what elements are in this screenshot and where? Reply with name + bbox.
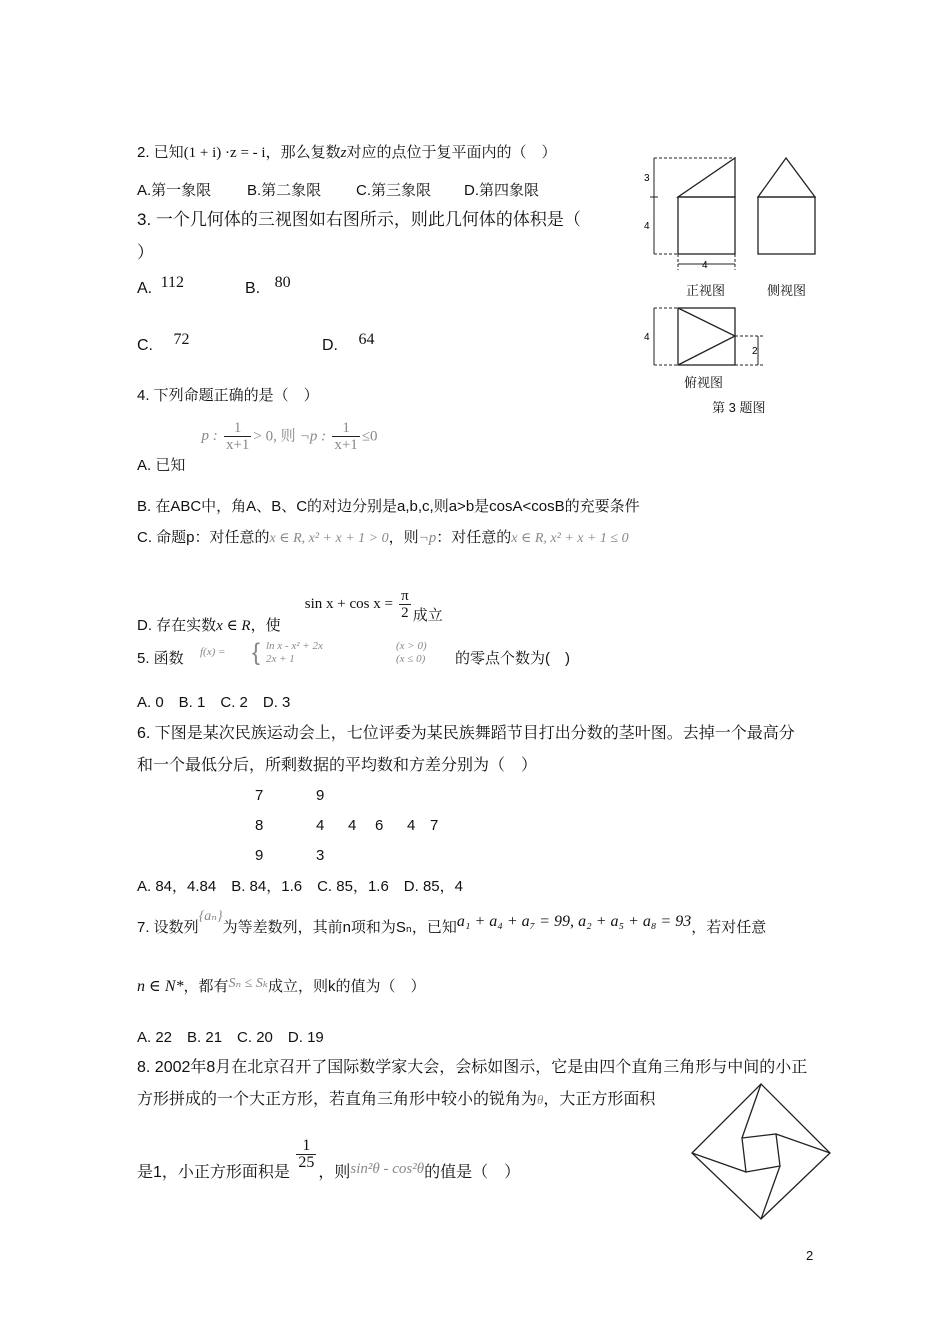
q2-option-d: D.第四象限	[464, 182, 540, 199]
q3-option-a	[137, 274, 184, 299]
q3-stem-end: ）	[137, 243, 154, 262]
dim-top-view-height: 4	[644, 332, 650, 343]
leaf-8-3: 6	[375, 817, 384, 834]
front-view-square	[678, 197, 735, 254]
q3-stem: 3. 一个几何体的三视图如右图所示，则此几何体的体积是（	[137, 210, 581, 229]
q7-suffix: ，若对任意	[691, 919, 767, 936]
front-view-triangle	[678, 158, 735, 197]
q8-line2-b: ，大正方形面积	[543, 1091, 656, 1108]
inner-line-2	[776, 1134, 830, 1153]
q8-num: 1	[296, 1138, 316, 1155]
top-view-label: 俯视图	[684, 375, 724, 390]
q4-option-a	[137, 420, 378, 475]
q8-frac	[296, 1138, 316, 1171]
q4-a-frac2	[332, 420, 359, 453]
front-view-label: 正视图	[686, 283, 726, 298]
q3-option-b-label: B.	[245, 280, 261, 297]
q6-stem-line2: 和一个最低分后，所剩数据的平均数和方差分别为（ ）	[137, 757, 538, 774]
q7-eq2: a₂ + a₅ + a₈ = 93	[578, 913, 692, 930]
q3-option-c-label: C.	[137, 337, 153, 354]
q4-a-p: p :	[201, 428, 218, 445]
q5-f: f(x) =	[200, 646, 226, 658]
q7-options: A. 22 B. 21 C. 20 D. 19	[137, 1029, 324, 1046]
leaf-9-1: 3	[316, 847, 325, 864]
dimension-lines	[654, 158, 765, 365]
q4-d-den: 2	[401, 605, 409, 621]
leaf-8-4: 4	[407, 817, 416, 834]
q4-a-np: ¬p :	[299, 428, 327, 445]
figure-caption: 第 3 题图	[712, 400, 766, 415]
q3-option-b	[245, 274, 291, 299]
q3-option-b-value: 80	[274, 274, 291, 291]
dim-top-view-small: 2	[752, 346, 758, 357]
q4-option-b: B. 在ABC中，角A、B、C的对边分别是a,b,c,则a>b是cosA<cosB的充要条件	[137, 498, 640, 515]
q3-option-a-value: 112	[160, 274, 184, 291]
dim-front-height: 4	[644, 221, 650, 232]
q5-case2: 2x + 1	[266, 653, 295, 665]
q3-option-d-value: 64	[358, 331, 375, 348]
top-view-square	[678, 308, 735, 365]
q2-option-b: B.第二象限	[247, 182, 322, 199]
q2-mid: ，那么复数	[265, 144, 341, 161]
q4-c-mid2: ：对任意的	[436, 529, 512, 546]
leaf-8-1: 4	[316, 817, 325, 834]
q2-prefix: 2. 已知	[137, 144, 184, 161]
q4-c-mid: ，则	[388, 529, 419, 546]
inner-line-4	[692, 1153, 746, 1172]
side-view-label: 侧视图	[767, 283, 807, 298]
q4-c-prefix: C. 命题p：对任意的	[137, 529, 270, 546]
q2-option-a: A.第一象限	[137, 182, 212, 199]
q5-case1: ln x - x² + 2x	[266, 640, 323, 652]
leaf-8-2: 4	[348, 817, 357, 834]
q4-d-mid: ，使	[250, 617, 281, 635]
q7-prefix: 7. 设数列	[137, 919, 199, 936]
q8-den: 25	[298, 1154, 315, 1171]
stem-8: 8	[255, 817, 264, 834]
q5-function	[200, 640, 455, 668]
q7-line2-suffix: 成立，则k的值为（ ）	[268, 978, 426, 995]
q4-a-num2: 1	[332, 420, 359, 437]
q2-line	[137, 143, 556, 163]
q8-line1: 8. 2002年8月在北京召开了国际数学家大会，会标如图示，它是由四个直角三角形与中间的小正	[137, 1059, 808, 1076]
q5-cond1: (x > 0)	[396, 640, 427, 652]
q8-line2	[137, 1090, 655, 1110]
inner-square	[742, 1134, 780, 1172]
q6-stem-line1: 6. 下图是某次民族运动会上，七位评委为某民族舞蹈节目打出分数的茎叶图。去掉一个最高分	[137, 725, 795, 742]
q5-suffix: 的零点个数为( )	[455, 650, 570, 667]
side-view-roof	[758, 158, 815, 197]
page-number: 2	[806, 1248, 814, 1263]
q5-cond2: (x ≤ 0)	[396, 653, 426, 665]
q8-line3-a: 是1，小正方形面积是	[137, 1163, 290, 1181]
q8-line3-c: 的值是（ ）	[424, 1163, 521, 1181]
outer-square	[692, 1084, 830, 1219]
q4-a-prefix: A. 已知	[137, 457, 186, 475]
q2-formula: (1 + i) ·z = - i	[183, 145, 266, 161]
q6-options: A. 84，4.84 B. 84，1.6 C. 85，1.6 D. 85，4	[137, 878, 463, 895]
q2-option-c: C.第三象限	[356, 182, 432, 199]
q7-line2	[137, 977, 426, 998]
leaf-7-1: 9	[316, 787, 325, 804]
q3-option-d	[322, 331, 375, 356]
q4-a-den2: x+1	[334, 437, 358, 453]
q5-prefix: 5. 函数	[137, 650, 184, 667]
dim-front-width: 4	[702, 260, 708, 271]
q8-line2-a: 方形拼成的一个大正方形，若直角三角形中较小的锐角为	[137, 1091, 538, 1108]
q4-option-c	[137, 528, 629, 549]
q2-var-z: z	[340, 145, 347, 161]
q4-d-num: π	[401, 588, 409, 604]
q4-d-lhs: sin x + cos x =	[304, 596, 393, 613]
q3-option-d-label: D.	[322, 337, 338, 354]
inner-line-1	[742, 1084, 761, 1138]
q3-option-a-label: A.	[137, 280, 153, 297]
inner-line-3	[761, 1166, 780, 1219]
q7-an: {aₙ}	[198, 909, 223, 924]
leaf-8-5: 7	[430, 817, 439, 834]
q4-d-x: x ∈ R	[216, 618, 251, 635]
q8-expr: sin²θ - cos²θ	[350, 1160, 425, 1177]
q5-brace: {	[252, 639, 261, 666]
q4-c-formula2: x ∈ R, x² + x + 1 ≤ 0	[511, 531, 629, 546]
q4-d-prefix: D. 存在实数	[137, 617, 217, 635]
q4-stem: 4. 下列命题正确的是（ ）	[137, 387, 319, 404]
side-view-square	[758, 197, 815, 254]
dim-top-height: 3	[644, 173, 650, 184]
q3-option-c-value: 72	[173, 331, 190, 348]
q4-a-gt: > 0, 则	[253, 428, 296, 445]
q7-ineq: Sₙ ≤ Sₖ	[228, 976, 268, 991]
q4-a-frac1	[224, 420, 251, 453]
q2-suffix: 对应的点位于复平面内的（ ）	[346, 144, 557, 161]
q7-mid: 为等差数列，其前n项和为Sₙ，已知	[222, 919, 457, 936]
q7-line1	[137, 906, 766, 946]
stem-9: 9	[255, 847, 264, 864]
q3-option-c	[137, 331, 190, 356]
q8-line3-b: ，则	[318, 1163, 351, 1181]
q7-n: n ∈ N*	[137, 978, 184, 995]
q4-a-num1: 1	[224, 420, 251, 437]
q7-line2-mid: ，都有	[183, 978, 229, 995]
q4-d-suffix: 成立	[412, 607, 443, 625]
top-view-triangle	[678, 308, 735, 365]
q4-a-den1: x+1	[225, 437, 250, 453]
q4-option-d	[137, 588, 443, 635]
congress-logo-figure	[690, 1082, 835, 1222]
q4-c-formula1: x ∈ R, x² + x + 1 > 0	[269, 531, 389, 546]
stem-7: 7	[255, 787, 264, 804]
q5-options: A. 0 B. 1 C. 2 D. 3	[137, 694, 291, 711]
q7-eq1: a₁ + a₄ + a₇ = 99,	[456, 913, 574, 930]
q4-d-frac	[399, 588, 411, 621]
q4-c-np: ¬p	[418, 530, 437, 546]
q8-theta: θ	[537, 1092, 544, 1107]
q8-line3	[137, 1128, 521, 1181]
q4-a-le: ≤0	[361, 428, 378, 445]
